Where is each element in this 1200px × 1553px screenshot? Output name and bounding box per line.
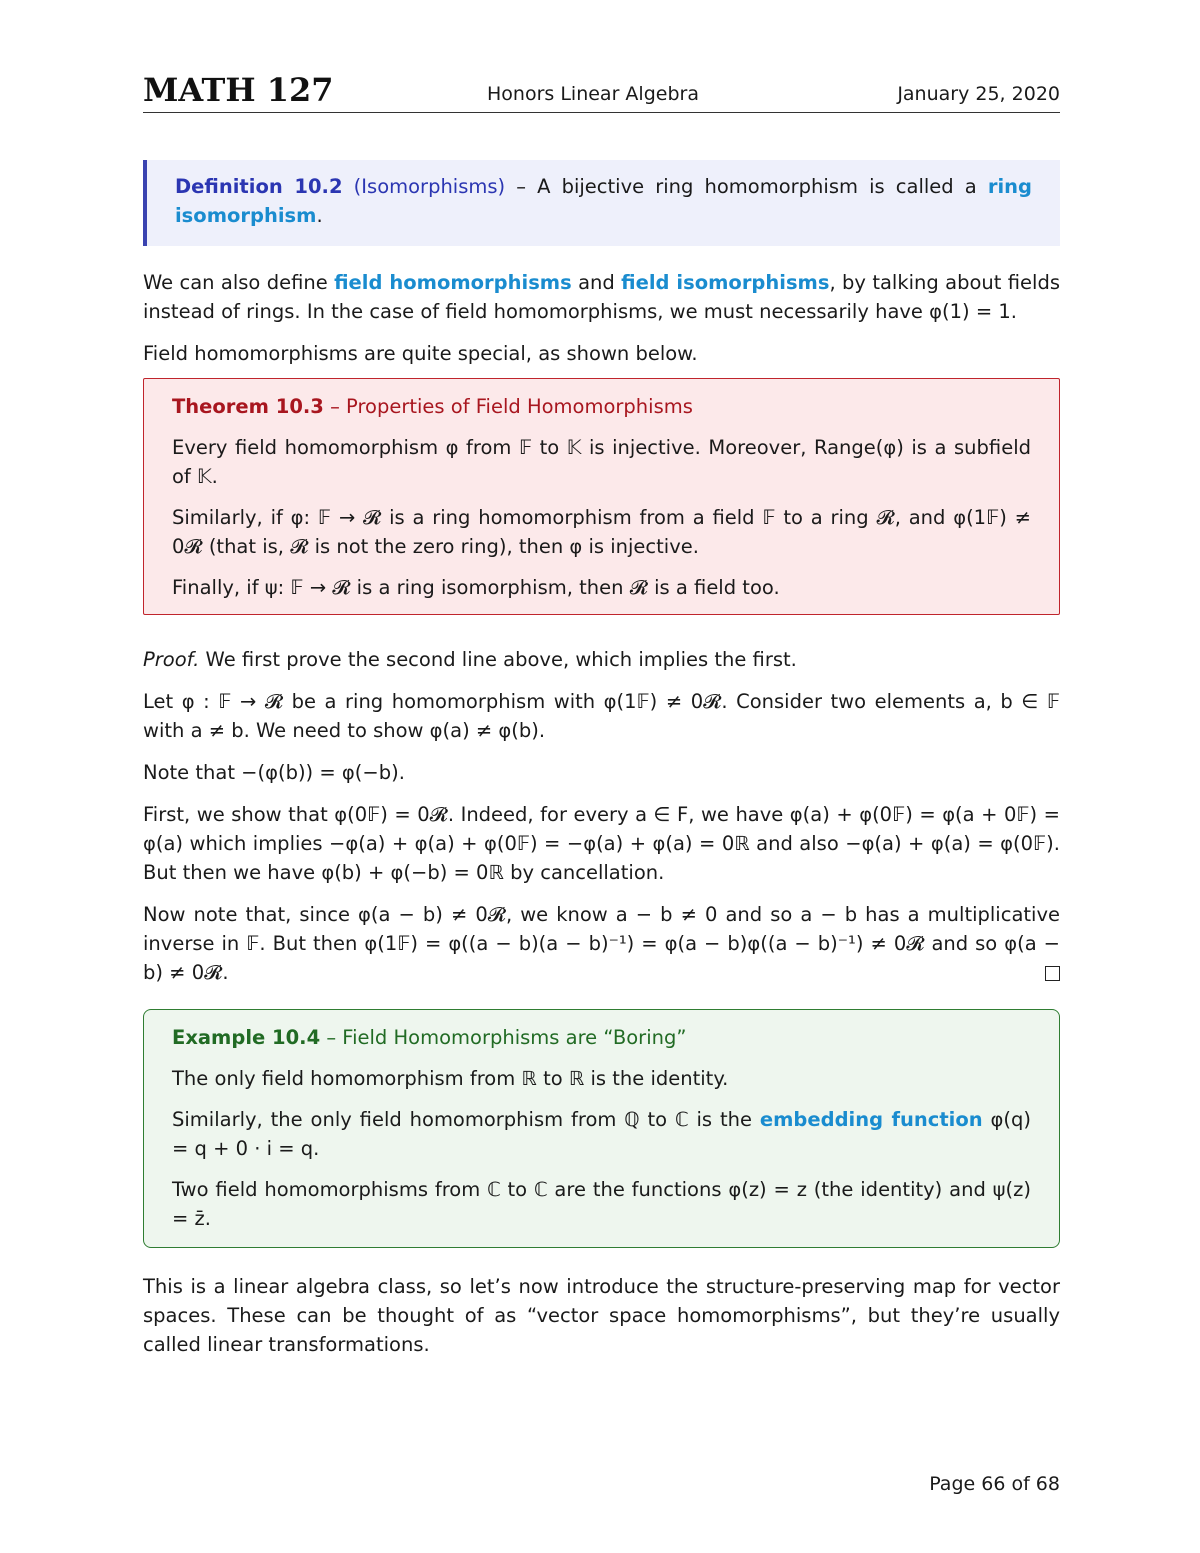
- definition-name: (Isomorphisms): [353, 175, 506, 198]
- proof-paragraph-5: [143, 900, 1060, 987]
- theorem-paragraph-1: Every field homomorphism φ from 𝔽 to 𝕂 is injective. Moreover, Range(φ) is a subfield of 𝕂.: [172, 436, 1031, 488]
- example-label: Example 10.4: [172, 1026, 321, 1049]
- theorem-paragraph-2: Similarly, if φ: 𝔽 → 𝓡 is a ring homomorphism from a field 𝔽 to a ring 𝓡, and φ(1𝔽) ≠ 0𝓡 (that is, 𝓡 is not the zero ring), then φ is injective.: [172, 506, 1031, 558]
- example-paragraph-2: [172, 1105, 1031, 1163]
- proof-intro-text: We first prove the second line above, which implies the first.: [199, 648, 797, 671]
- theorem-title: [172, 392, 1031, 421]
- theorem-label: Theorem 10.3: [172, 395, 324, 418]
- definition-text: [175, 172, 1032, 230]
- proof-paragraph-2: Let φ : 𝔽 → 𝓡 be a ring homomorphism with φ(1𝔽) ≠ 0𝓡. Consider two elements a, b ∈ 𝔽 with a ≠ b. We need to show φ(a) ≠ φ(b).: [143, 690, 1060, 742]
- example-box: [143, 1009, 1060, 1248]
- course-title: MATH 127: [143, 71, 334, 109]
- proof-label: Proof.: [143, 648, 200, 671]
- proof-intro: [143, 645, 1060, 674]
- definition-body: – A bijective ring homomorphism is called a: [505, 175, 988, 198]
- definition-end: .: [316, 204, 323, 227]
- example-p2-before: Similarly, the only field homomorphism from ℚ to ℂ is the: [172, 1108, 760, 1131]
- para1-text-1: We can also define: [143, 271, 335, 294]
- para1-text-3: , by talking about fields instead of rings. In the case of field homomorphisms, we must necessarily have φ(1) = 1.: [143, 271, 1061, 323]
- theorem-box: [143, 378, 1060, 615]
- definition-box: [143, 160, 1060, 246]
- page-header: [143, 66, 1060, 113]
- theorem-paragraph-3: Finally, if ψ: 𝔽 → 𝓡 is a ring isomorphism, then 𝓡 is a field too.: [172, 576, 780, 599]
- term-field-isomorphisms: field isomorphisms: [621, 271, 830, 294]
- proof-paragraph-4: First, we show that φ(0𝔽) = 0𝓡. Indeed, for every a ∈ F, we have φ(a) + φ(0𝔽) = φ(a + 0𝔽) = φ(a) which implies −φ(a) + φ(a) + φ(0𝔽) = −φ(a) + φ(a) = 0ℝ and also −φ(a) + φ(a) = φ(0𝔽). But then we have φ(b) + φ(−b) = 0ℝ by cancellation.: [143, 803, 1060, 884]
- paragraph-field-homomorphisms: [143, 268, 1060, 326]
- example-p2-after: φ(q) = q + 0 · i = q.: [172, 1108, 1031, 1160]
- page-number: Page 66 of 68: [929, 1473, 1060, 1495]
- paragraph-special: Field homomorphisms are quite special, as shown below.: [143, 342, 698, 365]
- term-field-homomorphisms: field homomorphisms: [334, 271, 572, 294]
- para1-text-2: and: [571, 271, 622, 294]
- header-title: Honors Linear Algebra: [487, 83, 699, 105]
- qed-square-icon: [1045, 966, 1060, 981]
- example-name: – Field Homomorphisms are “Boring”: [320, 1026, 687, 1049]
- main-content: [143, 160, 1060, 1359]
- example-paragraph-1: The only field homomorphism from ℝ to ℝ is the identity.: [172, 1067, 729, 1090]
- example-title: [172, 1023, 1031, 1052]
- example-paragraph-3: Two field homomorphisms from ℂ to ℂ are the functions φ(z) = z (the identity) and ψ(z) = z̄.: [172, 1178, 1031, 1230]
- proof-paragraph-5-text: Now note that, since φ(a − b) ≠ 0𝓡, we know a − b ≠ 0 and so a − b has a multiplicative inverse in 𝔽. But then φ(1𝔽) = φ((a − b)(a − b)⁻¹) = φ(a − b)φ((a − b)⁻¹) ≠ 0𝓡 and so φ(a − b) ≠ 0𝓡.: [143, 903, 1060, 984]
- theorem-name: – Properties of Field Homomorphisms: [323, 395, 693, 418]
- term-embedding-function: embedding function: [759, 1108, 983, 1131]
- header-date: January 25, 2020: [897, 83, 1060, 105]
- closing-paragraph: This is a linear algebra class, so let’s now introduce the structure-preserving map for vector spaces. These can be thought of as “vector space homomorphisms”, but they’re usually called linear transformations.: [143, 1275, 1060, 1356]
- proof-paragraph-3: Note that −(φ(b)) = φ(−b).: [143, 761, 405, 784]
- definition-label: Definition 10.2: [175, 175, 343, 198]
- definition-term: ring isomorphism: [175, 175, 1032, 227]
